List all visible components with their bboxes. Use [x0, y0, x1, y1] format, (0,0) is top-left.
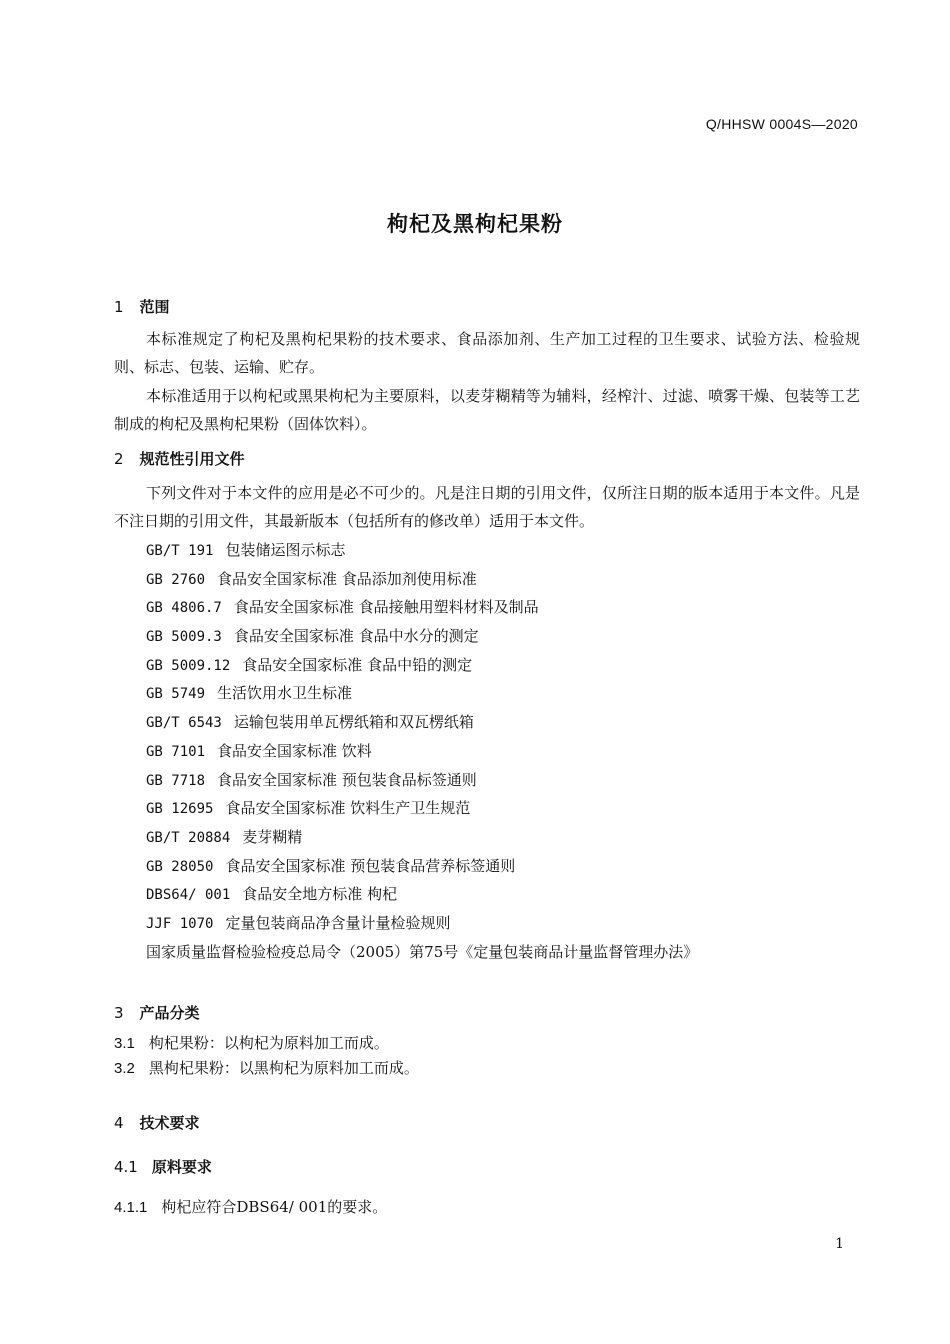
reference-title: 食品安全国家标准 食品添加剂使用标准	[217, 569, 477, 588]
reference-list	[146, 536, 698, 966]
section-heading-scope	[114, 296, 170, 317]
reference-code: GB 12695	[146, 801, 214, 818]
reference-item	[146, 536, 698, 565]
reference-title: 食品安全国家标准 预包装食品标签通则	[217, 770, 477, 789]
reference-title: 食品安全国家标准 饮料生产卫生规范	[225, 799, 471, 818]
reference-code: GB 7718	[146, 772, 206, 789]
reference-title: 包装储运图示标志	[225, 541, 346, 559]
reference-code: GB/T 191	[146, 543, 214, 559]
reference-code: GB 5009.12	[146, 657, 231, 674]
reference-item	[146, 766, 698, 795]
section-heading-references	[114, 448, 245, 469]
reference-item	[146, 938, 698, 967]
clause-text: 枸杞果粉：以枸杞为原料加工而成。	[148, 1034, 389, 1052]
reference-title: 运输包装用单瓦楞纸箱和双瓦楞纸箱	[233, 713, 474, 732]
reference-item	[146, 737, 698, 766]
clause-text: 黑枸杞果粉：以黑枸杞为原料加工而成。	[148, 1059, 419, 1077]
section-number: 3	[114, 1004, 124, 1022]
subsection-number: 4.1	[114, 1158, 138, 1176]
reference-item	[146, 880, 698, 909]
section-title: 规范性引用文件	[139, 450, 245, 468]
clause-text: 枸杞应符合DBS64/ 001的要求。	[161, 1198, 388, 1216]
document-title: 枸杞及黑枸杞果粉	[387, 212, 563, 236]
clause-number: 3.1	[114, 1035, 135, 1052]
reference-code: DBS64/ 001	[146, 887, 231, 904]
reference-title: 食品安全国家标准 饮料	[217, 741, 372, 760]
reference-title: 食品安全国家标准 食品接触用塑料材料及制品	[233, 598, 539, 617]
reference-item	[146, 565, 698, 594]
reference-item	[146, 593, 698, 622]
clause-number: 4.1.1	[114, 1199, 148, 1216]
reference-item	[146, 909, 698, 938]
clause-number: 3.2	[114, 1060, 135, 1077]
page-number: 1	[835, 1236, 844, 1252]
section-heading-classification	[114, 1002, 200, 1023]
reference-title: 食品安全国家标准 食品中铅的测定	[242, 655, 473, 674]
classification-item	[114, 1057, 419, 1078]
technical-clause	[114, 1196, 387, 1217]
section-title: 范围	[139, 298, 170, 316]
reference-code: GB/T 20884	[146, 829, 231, 846]
reference-title: 食品安全国家标准 食品中水分的测定	[233, 627, 479, 646]
scope-paragraph-2: 本标准适用于以枸杞或黑果枸杞为主要原料，以麦芽糊精等为辅料，经榨汁、过滤、喷雾干燥、包装等工艺制成的枸杞及黑枸杞果粉（固体饮料）。	[114, 387, 860, 433]
reference-code: GB 5749	[146, 686, 206, 703]
reference-item	[146, 708, 698, 737]
reference-code: GB 28050	[146, 858, 214, 875]
reference-title: 食品安全国家标准 预包装食品营养标签通则	[225, 856, 516, 875]
reference-item	[146, 823, 698, 852]
references-intro: 下列文件对于本文件的应用是必不可少的。凡是注日期的引用文件，仅所注日期的版本适用于本文件。凡是不注日期的引用文件，其最新版本（包括所有的修改单）适用于本文件。	[114, 484, 860, 530]
reference-item	[146, 679, 698, 708]
scope-paragraph-1: 本标准规定了枸杞及黑枸杞果粉的技术要求、食品添加剂、生产加工过程的卫生要求、试验方法、检验规则、标志、包装、运输、贮存。	[114, 330, 860, 376]
reference-title: 麦芽糊精	[242, 827, 303, 846]
reference-code: GB 4806.7	[146, 600, 222, 617]
reference-title: 生活饮用水卫生标准	[217, 684, 353, 703]
subsection-heading-raw-materials	[114, 1156, 212, 1177]
reference-code: GB 5009.3	[146, 629, 222, 646]
reference-title: 食品安全地方标准 枸杞	[242, 885, 398, 904]
reference-code: JJF 1070	[146, 915, 214, 932]
reference-code: GB/T 6543	[146, 715, 222, 732]
reference-item	[146, 852, 698, 881]
reference-code: GB 2760	[146, 571, 206, 588]
reference-item	[146, 622, 698, 651]
reference-item	[146, 651, 698, 680]
section-number: 1	[114, 298, 124, 316]
section-title: 技术要求	[139, 1114, 200, 1132]
section-number: 2	[114, 450, 124, 468]
reference-code: GB 7101	[146, 743, 206, 760]
section-heading-technical	[114, 1112, 200, 1133]
reference-title: 国家质量监督检验检疫总局令（2005）第75号《定量包装商品计量监督管理办法》	[146, 942, 699, 961]
reference-item	[146, 794, 698, 823]
section-number: 4	[114, 1114, 124, 1132]
subsection-title: 原料要求	[151, 1158, 212, 1176]
classification-item	[114, 1032, 389, 1053]
section-title: 产品分类	[139, 1004, 200, 1022]
reference-title: 定量包装商品净含量计量检验规则	[225, 913, 451, 932]
standard-code: Q/HHSW 0004S—2020	[705, 116, 858, 132]
